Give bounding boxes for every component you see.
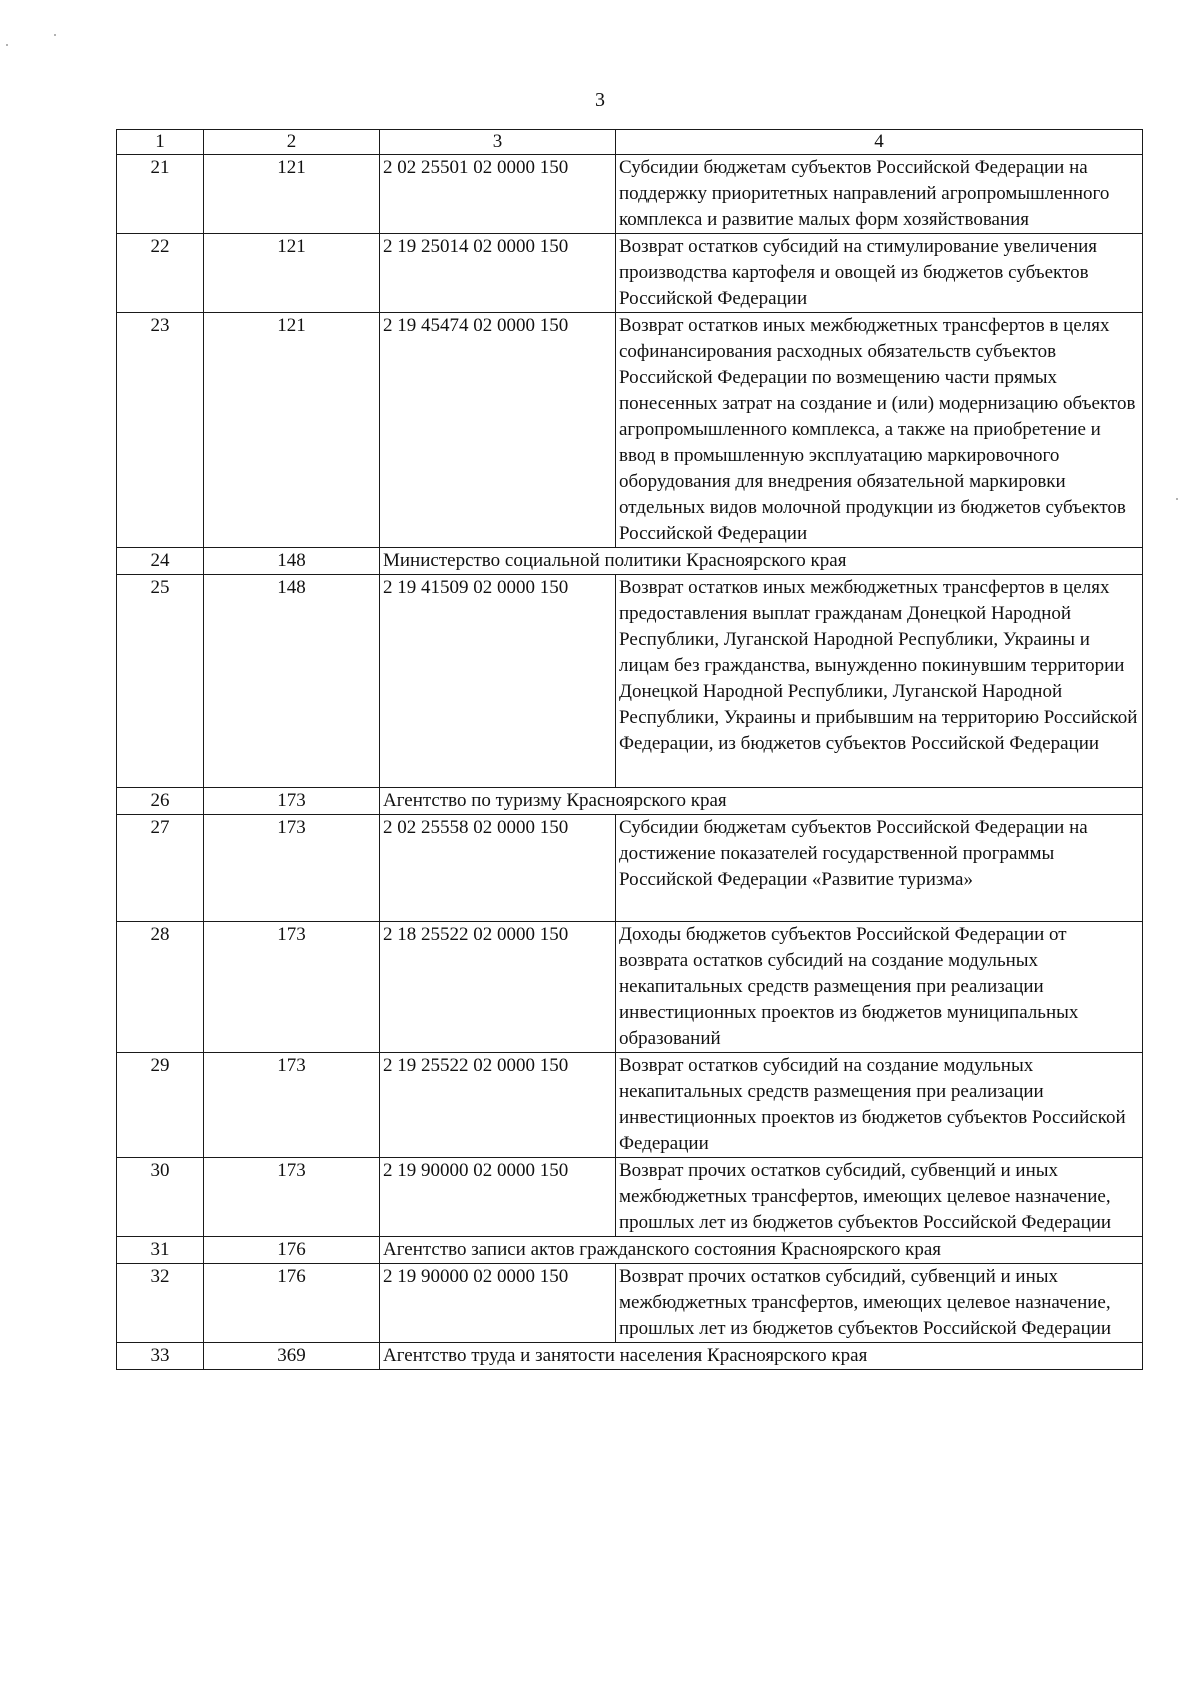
row-number: 21	[117, 155, 204, 234]
table-header-row	[117, 130, 1143, 155]
column-header-3: 3	[380, 130, 616, 155]
admin-code: 121	[204, 155, 380, 234]
agency-name: Агентство записи актов гражданского состояния Красноярского края	[380, 1237, 1143, 1264]
table-row-agency	[117, 548, 1143, 575]
income-description: Возврат остатков субсидий на стимулирование увеличения производства картофеля и овощей из бюджетов субъектов Российской Федерации	[616, 234, 1143, 313]
budget-code: 2 02 25558 02 0000 150	[380, 815, 616, 922]
admin-code: 173	[204, 1158, 380, 1237]
agency-name: Агентство труда и занятости населения Красноярского края	[380, 1343, 1143, 1370]
row-number: 26	[117, 788, 204, 815]
budget-code: 2 19 41509 02 0000 150	[380, 575, 616, 788]
admin-code: 121	[204, 234, 380, 313]
row-number: 32	[117, 1264, 204, 1343]
income-description: Возврат остатков субсидий на создание модульных некапитальных средств размещения при реализации инвестиционных проектов из бюджетов субъектов Российской Федерации	[616, 1053, 1143, 1158]
budget-code: 2 19 25522 02 0000 150	[380, 1053, 616, 1158]
scan-speck	[1176, 498, 1178, 500]
income-description: Субсидии бюджетам субъектов Российской Федерации на достижение показателей государственной программы Российской Федерации «Развитие туризма»	[616, 815, 1143, 922]
table-row-agency	[117, 1343, 1143, 1370]
income-description: Возврат прочих остатков субсидий, субвенций и иных межбюджетных трансфертов, имеющих целевое назначение, прошлых лет из бюджетов субъектов Российской Федерации	[616, 1264, 1143, 1343]
row-number: 25	[117, 575, 204, 788]
budget-code: 2 19 90000 02 0000 150	[380, 1264, 616, 1343]
table-row-agency	[117, 1237, 1143, 1264]
income-description: Субсидии бюджетам субъектов Российской Федерации на поддержку приоритетных направлений агропромышленного комплекса и развитие малых форм хозяйствования	[616, 155, 1143, 234]
row-number: 22	[117, 234, 204, 313]
admin-code: 173	[204, 922, 380, 1053]
table-row	[117, 1264, 1143, 1343]
admin-code: 121	[204, 313, 380, 548]
row-number: 24	[117, 548, 204, 575]
admin-code: 148	[204, 548, 380, 575]
budget-code: 2 19 45474 02 0000 150	[380, 313, 616, 548]
table-row	[117, 313, 1143, 548]
row-number: 33	[117, 1343, 204, 1370]
column-header-1: 1	[117, 130, 204, 155]
table-row-agency	[117, 788, 1143, 815]
row-number: 27	[117, 815, 204, 922]
income-description: Возврат остатков иных межбюджетных трансфертов в целях софинансирования расходных обязательств субъектов Российской Федерации по возмещению части прямых понесенных затрат на создание и (или) модернизацию объектов агропромышленного комплекса, а также на приобретение и ввод в промышленную эксплуатацию маркировочного оборудования для внедрения обязательной маркировки отдельных видов молочной продукции из бюджетов субъектов Российской Федерации	[616, 313, 1143, 548]
budget-code: 2 18 25522 02 0000 150	[380, 922, 616, 1053]
row-number: 30	[117, 1158, 204, 1237]
admin-code: 176	[204, 1237, 380, 1264]
table-row	[117, 1158, 1143, 1237]
budget-code: 2 19 25014 02 0000 150	[380, 234, 616, 313]
agency-name: Агентство по туризму Красноярского края	[380, 788, 1143, 815]
admin-code: 369	[204, 1343, 380, 1370]
page-number: 3	[595, 89, 605, 111]
agency-name: Министерство социальной политики Красноярского края	[380, 548, 1143, 575]
income-description: Возврат прочих остатков субсидий, субвенций и иных межбюджетных трансфертов, имеющих целевое назначение, прошлых лет из бюджетов субъектов Российской Федерации	[616, 1158, 1143, 1237]
column-header-2: 2	[204, 130, 380, 155]
row-number: 23	[117, 313, 204, 548]
income-description: Возврат остатков иных межбюджетных трансфертов в целях предоставления выплат гражданам Донецкой Народной Республики, Луганской Народной Республики, Украины и лицам без гражданства, вынужденно покинувшим территории Донецкой Народной Республики, Луганской Народной Республики, Украины и прибывшим на территорию Российской Федерации, из бюджетов субъектов Российской Федерации	[616, 575, 1143, 788]
table-row	[117, 575, 1143, 788]
row-number: 31	[117, 1237, 204, 1264]
table-row	[117, 1053, 1143, 1158]
column-header-4: 4	[616, 130, 1143, 155]
admin-code: 173	[204, 788, 380, 815]
scan-speck	[6, 44, 8, 46]
admin-code: 173	[204, 815, 380, 922]
budget-classification-table	[116, 129, 1143, 1370]
table-row	[117, 234, 1143, 313]
admin-code: 148	[204, 575, 380, 788]
budget-code: 2 19 90000 02 0000 150	[380, 1158, 616, 1237]
row-number: 28	[117, 922, 204, 1053]
table-row	[117, 815, 1143, 922]
admin-code: 176	[204, 1264, 380, 1343]
table-row	[117, 922, 1143, 1053]
scan-speck	[54, 34, 56, 36]
row-number: 29	[117, 1053, 204, 1158]
table-row	[117, 155, 1143, 234]
income-description: Доходы бюджетов субъектов Российской Федерации от возврата остатков субсидий на создание модульных некапитальных средств размещения при реализации инвестиционных проектов из бюджетов муниципальных образований	[616, 922, 1143, 1053]
admin-code: 173	[204, 1053, 380, 1158]
budget-code: 2 02 25501 02 0000 150	[380, 155, 616, 234]
